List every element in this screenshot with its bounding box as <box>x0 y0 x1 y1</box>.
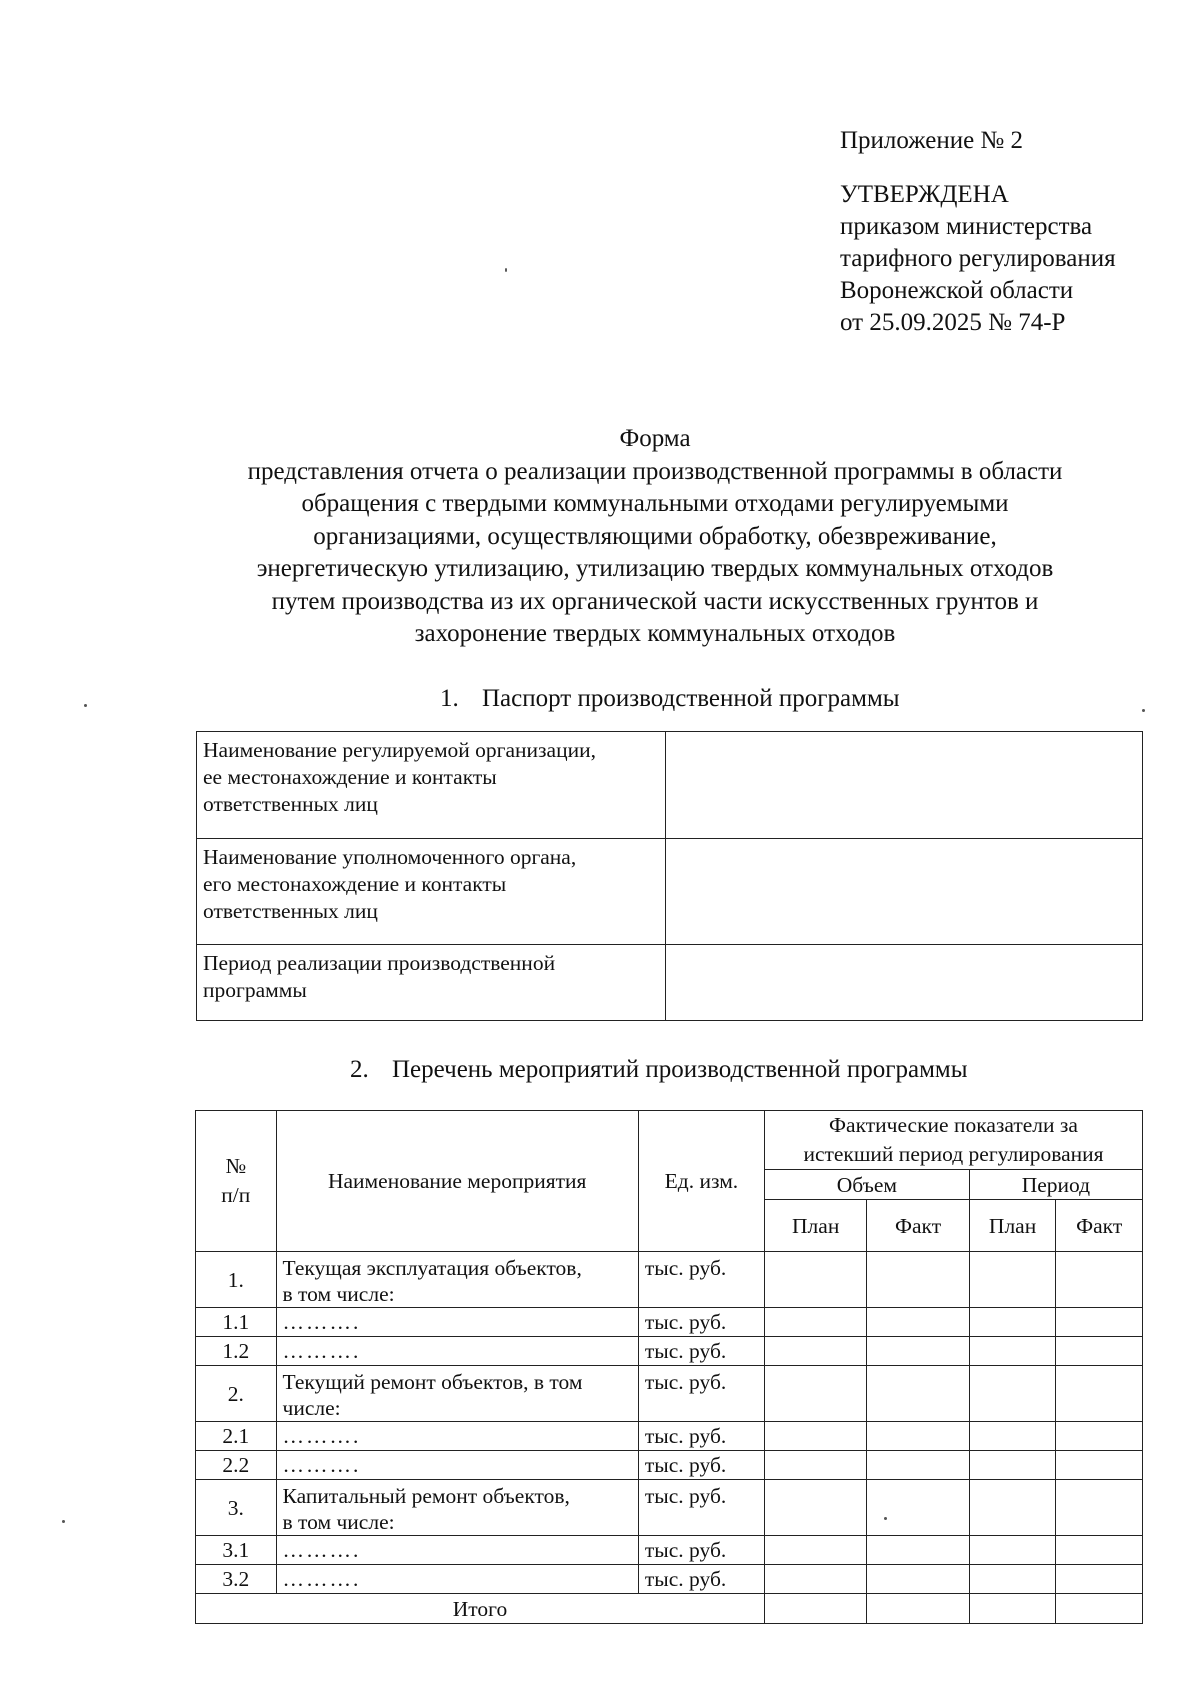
table-row <box>196 1451 1143 1480</box>
row-name: ………. <box>276 1565 638 1594</box>
approval-line-1: приказом министерства <box>840 213 1093 240</box>
table-row <box>196 1565 1143 1594</box>
form-title-line-1: представления отчета о реализации производственной программы в области <box>247 457 1063 485</box>
section-1-heading <box>440 684 900 714</box>
cell-period-fact[interactable] <box>1056 1308 1143 1337</box>
table-row <box>196 1366 1143 1422</box>
cell-period-plan[interactable] <box>969 1337 1056 1366</box>
header-period: Период <box>969 1170 1142 1200</box>
cell-period-fact[interactable] <box>1056 1594 1143 1624</box>
row-unit: тыс. руб. <box>638 1451 764 1480</box>
cell-period-plan[interactable] <box>969 1451 1056 1480</box>
row-name: ………. <box>276 1451 638 1480</box>
row-name-line: Текущий ремонт объектов, в том <box>282 1370 583 1394</box>
cell-volume-plan[interactable] <box>764 1480 866 1536</box>
scan-speck <box>62 1520 65 1523</box>
header-volume-plan: План <box>764 1200 866 1252</box>
row-name <box>276 1252 638 1308</box>
form-title <box>190 423 1120 651</box>
section-2-heading <box>350 1055 968 1085</box>
form-title-line-5: путем производства из их органической части искусственных грунтов и <box>271 587 1039 615</box>
row-unit: тыс. руб. <box>638 1536 764 1565</box>
approval-line-2: тарифного регулирования <box>840 245 1116 272</box>
passport-label-line: программы <box>203 978 307 1002</box>
cell-period-fact[interactable] <box>1056 1366 1143 1422</box>
row-name: ………. <box>276 1308 638 1337</box>
cell-volume-plan[interactable] <box>764 1422 866 1451</box>
row-name-line: числе: <box>282 1396 341 1420</box>
header-actual-line: Фактические показатели за <box>829 1113 1078 1137</box>
passport-label-line: Период реализации производственной <box>203 951 556 975</box>
header-volume-fact: Факт <box>867 1200 969 1252</box>
header-actual-line: истекший период регулирования <box>803 1142 1104 1166</box>
passport-label <box>197 732 666 839</box>
cell-period-fact[interactable] <box>1056 1536 1143 1565</box>
cell-volume-plan[interactable] <box>764 1565 866 1594</box>
row-num: 2. <box>196 1366 277 1422</box>
cell-period-fact[interactable] <box>1056 1480 1143 1536</box>
cell-period-fact[interactable] <box>1056 1565 1143 1594</box>
header-num-line: п/п <box>221 1183 251 1207</box>
passport-value-org[interactable] <box>666 732 1143 839</box>
row-num: 1.1 <box>196 1308 277 1337</box>
cell-volume-fact[interactable] <box>867 1451 969 1480</box>
row-num: 1. <box>196 1252 277 1308</box>
passport-row <box>197 839 1143 945</box>
cell-volume-fact[interactable] <box>867 1594 969 1624</box>
table-row <box>196 1422 1143 1451</box>
passport-label-line: ее местонахождение и контакты <box>203 765 497 789</box>
row-num: 3.1 <box>196 1536 277 1565</box>
cell-volume-plan[interactable] <box>764 1252 866 1308</box>
cell-volume-plan[interactable] <box>764 1451 866 1480</box>
cell-period-plan[interactable] <box>969 1536 1056 1565</box>
row-unit: тыс. руб. <box>638 1480 764 1536</box>
row-num: 3.2 <box>196 1565 277 1594</box>
header-period-fact: Факт <box>1056 1200 1143 1252</box>
passport-label <box>197 945 666 1021</box>
table-row <box>196 1536 1143 1565</box>
form-heading: Форма <box>619 425 691 452</box>
cell-period-plan[interactable] <box>969 1422 1056 1451</box>
cell-period-fact[interactable] <box>1056 1422 1143 1451</box>
row-num: 1.2 <box>196 1337 277 1366</box>
scan-speck <box>1142 709 1145 712</box>
header-period-plan: План <box>969 1200 1056 1252</box>
header-volume: Объем <box>764 1170 969 1200</box>
passport-value-authority[interactable] <box>666 839 1143 945</box>
row-name: ………. <box>276 1422 638 1451</box>
cell-volume-fact[interactable] <box>867 1422 969 1451</box>
approved-label: УТВЕРЖДЕНА <box>840 181 1009 208</box>
cell-period-plan[interactable] <box>969 1366 1056 1422</box>
section-1-number: 1. <box>440 685 459 712</box>
section-2-title: Перечень мероприятий производственной программы <box>392 1056 968 1083</box>
header-num <box>196 1111 277 1252</box>
cell-period-fact[interactable] <box>1056 1451 1143 1480</box>
header-num-line: № <box>225 1154 247 1178</box>
cell-period-plan[interactable] <box>969 1480 1056 1536</box>
form-title-line-4: энергетическую утилизацию, утилизацию твердых коммунальных отходов <box>256 555 1054 582</box>
row-name-line: в том числе: <box>282 1510 395 1534</box>
row-unit: тыс. руб. <box>638 1337 764 1366</box>
passport-label-line: ответственных лиц <box>203 792 378 816</box>
table-row <box>196 1252 1143 1308</box>
header-name: Наименование мероприятия <box>276 1111 638 1252</box>
cell-period-plan[interactable] <box>969 1308 1056 1337</box>
cell-period-plan[interactable] <box>969 1252 1056 1308</box>
table-row <box>196 1337 1143 1366</box>
passport-label-line: Наименование уполномоченного органа, <box>203 845 577 869</box>
cell-volume-fact[interactable] <box>867 1536 969 1565</box>
row-name-line: Капитальный ремонт объектов, <box>282 1484 570 1508</box>
cell-volume-plan[interactable] <box>764 1536 866 1565</box>
scan-speck <box>884 1517 887 1520</box>
cell-volume-plan[interactable] <box>764 1594 866 1624</box>
approval-line-4: от 25.09.2025 № 74-Р <box>840 309 1066 336</box>
passport-label-line: Наименование регулируемой организации, <box>203 738 596 762</box>
header-row <box>196 1111 1143 1170</box>
passport-label-line: его местонахождение и контакты <box>203 872 507 896</box>
row-num: 3. <box>196 1480 277 1536</box>
row-unit: тыс. руб. <box>638 1308 764 1337</box>
passport-row <box>197 732 1143 839</box>
cell-period-plan[interactable] <box>969 1565 1056 1594</box>
row-name: ………. <box>276 1536 638 1565</box>
row-num: 2.2 <box>196 1451 277 1480</box>
passport-label <box>197 839 666 945</box>
cell-period-fact[interactable] <box>1056 1337 1143 1366</box>
cell-volume-plan[interactable] <box>764 1308 866 1337</box>
appendix-label: Приложение № 2 <box>840 127 1024 154</box>
passport-row <box>197 945 1143 1021</box>
table-row <box>196 1308 1143 1337</box>
passport-value-period[interactable] <box>666 945 1143 1021</box>
total-row <box>196 1594 1143 1624</box>
section-2-number: 2. <box>350 1056 369 1083</box>
approval-line-3: Воронежской области <box>840 277 1074 304</box>
row-unit: тыс. руб. <box>638 1565 764 1594</box>
section-1-title: Паспорт производственной программы <box>482 685 900 712</box>
table-row <box>196 1480 1143 1536</box>
cell-period-plan[interactable] <box>969 1594 1056 1624</box>
cell-volume-fact[interactable] <box>867 1565 969 1594</box>
row-num: 2.1 <box>196 1422 277 1451</box>
row-name-line: в том числе: <box>282 1282 395 1306</box>
cell-volume-plan[interactable] <box>764 1366 866 1422</box>
measures-table <box>195 1110 1143 1624</box>
cell-volume-fact[interactable] <box>867 1366 969 1422</box>
cell-volume-fact[interactable] <box>867 1252 969 1308</box>
passport-table <box>196 731 1143 1021</box>
row-name <box>276 1480 638 1536</box>
scan-speck <box>505 268 507 272</box>
passport-label-line: ответственных лиц <box>203 899 378 923</box>
cell-period-fact[interactable] <box>1056 1252 1143 1308</box>
approval-block <box>840 125 1180 339</box>
row-unit: тыс. руб. <box>638 1366 764 1422</box>
form-title-line-6: захоронение твердых коммунальных отходов <box>414 620 896 647</box>
row-unit: тыс. руб. <box>638 1252 764 1308</box>
form-title-line-3: организациями, осуществляющими обработку, обезвреживание, <box>313 522 997 550</box>
cell-volume-plan[interactable] <box>764 1337 866 1366</box>
scan-speck <box>84 704 87 707</box>
cell-volume-fact[interactable] <box>867 1337 969 1366</box>
row-name <box>276 1366 638 1422</box>
row-name: ………. <box>276 1337 638 1366</box>
row-name-line: Текущая эксплуатация объектов, <box>282 1256 582 1280</box>
form-title-line-2: обращения с твердыми коммунальными отходами регулируемыми <box>301 490 1009 517</box>
header-unit: Ед. изм. <box>638 1111 764 1252</box>
cell-volume-fact[interactable] <box>867 1308 969 1337</box>
total-label: Итого <box>196 1594 765 1624</box>
row-unit: тыс. руб. <box>638 1422 764 1451</box>
header-actual <box>764 1111 1142 1170</box>
cell-volume-fact[interactable] <box>867 1480 969 1536</box>
